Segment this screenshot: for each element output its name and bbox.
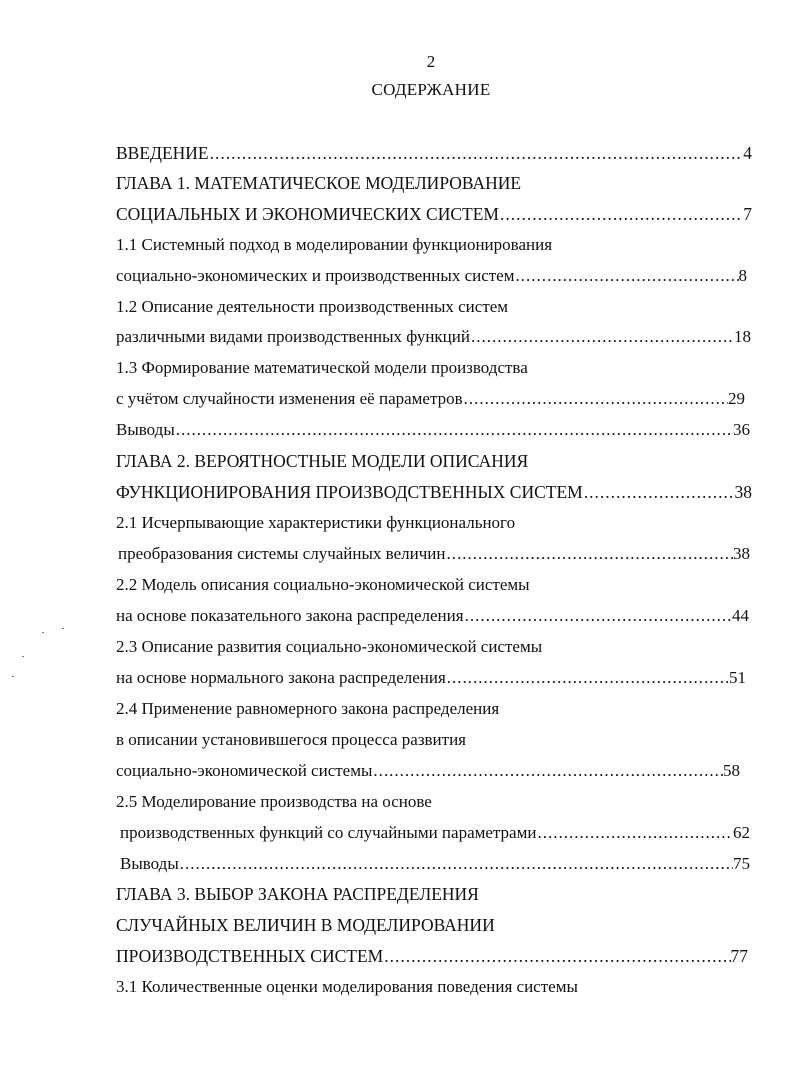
scan-speck [42,632,44,633]
toc-entry-section-2-1[interactable] [118,542,750,566]
toc-page-number: 29 [728,389,745,408]
toc-entry-text: на основе нормального закона распределения [116,668,446,687]
toc-chapter-1-heading: ГЛАВА 1. МАТЕМАТИЧЕСКОЕ МОДЕЛИРОВАНИЕ [116,173,522,193]
toc-entry-chapter-1[interactable] [116,202,752,226]
toc-page-number: 44 [732,606,749,625]
toc-leader-dots [383,944,730,968]
toc-page-number: 36 [733,420,750,439]
toc-page-number: 62 [733,823,750,842]
toc-page-number: 75 [733,854,750,873]
toc-page-number: 38 [733,544,750,563]
toc-leader-dots [175,418,733,442]
toc-leader-dots [515,264,739,288]
toc-entry-section-2-4[interactable] [116,759,740,783]
toc-entry-text: преобразования системы случайных величин [118,544,446,563]
toc-entry-text: социально-экономической системы [116,761,373,780]
toc-entry-text: на основе показательного закона распределения [116,606,464,625]
toc-entry-section-2-2[interactable] [116,604,749,628]
toc-leader-dots [583,480,735,504]
toc-page-number: 8 [738,266,747,285]
scan-speck [12,676,14,677]
toc-section-2-2-heading: 2.2 Модель описания социально-экономической системы [116,575,530,594]
toc-leader-dots [470,325,734,349]
toc-entry-text: СОЦИАЛЬНЫХ И ЭКОНОМИЧЕСКИХ СИСТЕМ [116,204,499,224]
toc-section-2-5-heading: 2.5 Моделирование производства на основе [116,792,432,811]
toc-entry-section-1-2[interactable] [116,325,751,349]
toc-entry-text: различными видами производственных функций [116,327,470,346]
toc-entry-text: Выводы [120,854,179,873]
toc-leader-dots [499,202,743,226]
toc-entry-chapter-3[interactable] [116,944,748,968]
page-title: СОДЕРЖАНИЕ [371,80,491,99]
toc-entry-section-1-1[interactable] [116,264,747,288]
scan-speck [62,628,64,629]
toc-entry-text: ФУНКЦИОНИРОВАНИЯ ПРОИЗВОДСТВЕННЫХ СИСТЕМ [116,482,583,502]
toc-leader-dots [445,542,733,566]
toc-entry-chapter-1-conclusions[interactable] [116,418,750,442]
toc-chapter-2-heading: ГЛАВА 2. ВЕРОЯТНОСТНЫЕ МОДЕЛИ ОПИСАНИЯ [116,451,529,471]
toc-page-number: 4 [743,143,752,163]
toc-entry-text: Выводы [116,420,175,439]
toc-page-number: 58 [723,761,740,780]
toc-leader-dots [536,821,733,845]
toc-page-number: 51 [729,668,746,687]
toc-entry-section-2-3[interactable] [116,666,746,690]
toc-page-number: 77 [730,946,748,966]
toc-section-1-2-heading: 1.2 Описание деятельности производственных систем [116,297,509,316]
toc-page-number: 18 [734,327,751,346]
toc-entry-section-1-3[interactable] [116,387,745,411]
toc-entry-text: ПРОИЗВОДСТВЕННЫХ СИСТЕМ [116,946,384,966]
toc-page-number: 38 [734,482,752,502]
toc-entry-section-2-5[interactable] [120,821,750,845]
page-number: 2 [426,52,436,71]
toc-page-number: 7 [743,204,752,224]
toc-entry-chapter-2[interactable] [116,480,752,504]
scan-speck [22,656,24,657]
toc-section-2-3-heading: 2.3 Описание развития социально-экономической системы [116,637,543,656]
toc-section-2-4-heading: 2.4 Применение равномерного закона распределения [116,699,500,718]
toc-section-1-3-heading: 1.3 Формирование математической модели производства [116,358,528,377]
toc-chapter-3-heading: ГЛАВА 3. ВЫБОР ЗАКОНА РАСПРЕДЕЛЕНИЯ [116,884,479,904]
toc-section-3-1-heading: 3.1 Количественные оценки моделирования поведения системы [116,977,578,996]
toc-entry-chapter-2-conclusions[interactable] [120,852,750,876]
toc-section-2-1-heading: 2.1 Исчерпывающие характеристики функционального [116,513,516,532]
toc-entry-text: производственных функций со случайными параметрами [120,823,537,842]
toc-entry-text: с учётом случайности изменения её параметров [116,389,463,408]
toc-entry-text: социально-экономических и производственных систем [116,266,515,285]
toc-leader-dots [464,604,732,628]
toc-leader-dots [446,666,729,690]
toc-leader-dots [463,387,728,411]
toc-section-1-1-heading: 1.1 Системный подход в моделировании функционирования [116,235,553,254]
toc-leader-dots [372,759,723,783]
toc-chapter-3-heading-line-2: СЛУЧАЙНЫХ ВЕЛИЧИН В МОДЕЛИРОВАНИИ [116,915,495,935]
toc-leader-dots [179,852,733,876]
toc-entry-text: ВВЕДЕНИЕ [116,143,209,163]
toc-entry-introduction[interactable] [116,141,752,165]
toc-section-2-4-heading-line-2: в описании установившегося процесса развития [116,730,467,749]
toc-leader-dots [209,141,744,165]
